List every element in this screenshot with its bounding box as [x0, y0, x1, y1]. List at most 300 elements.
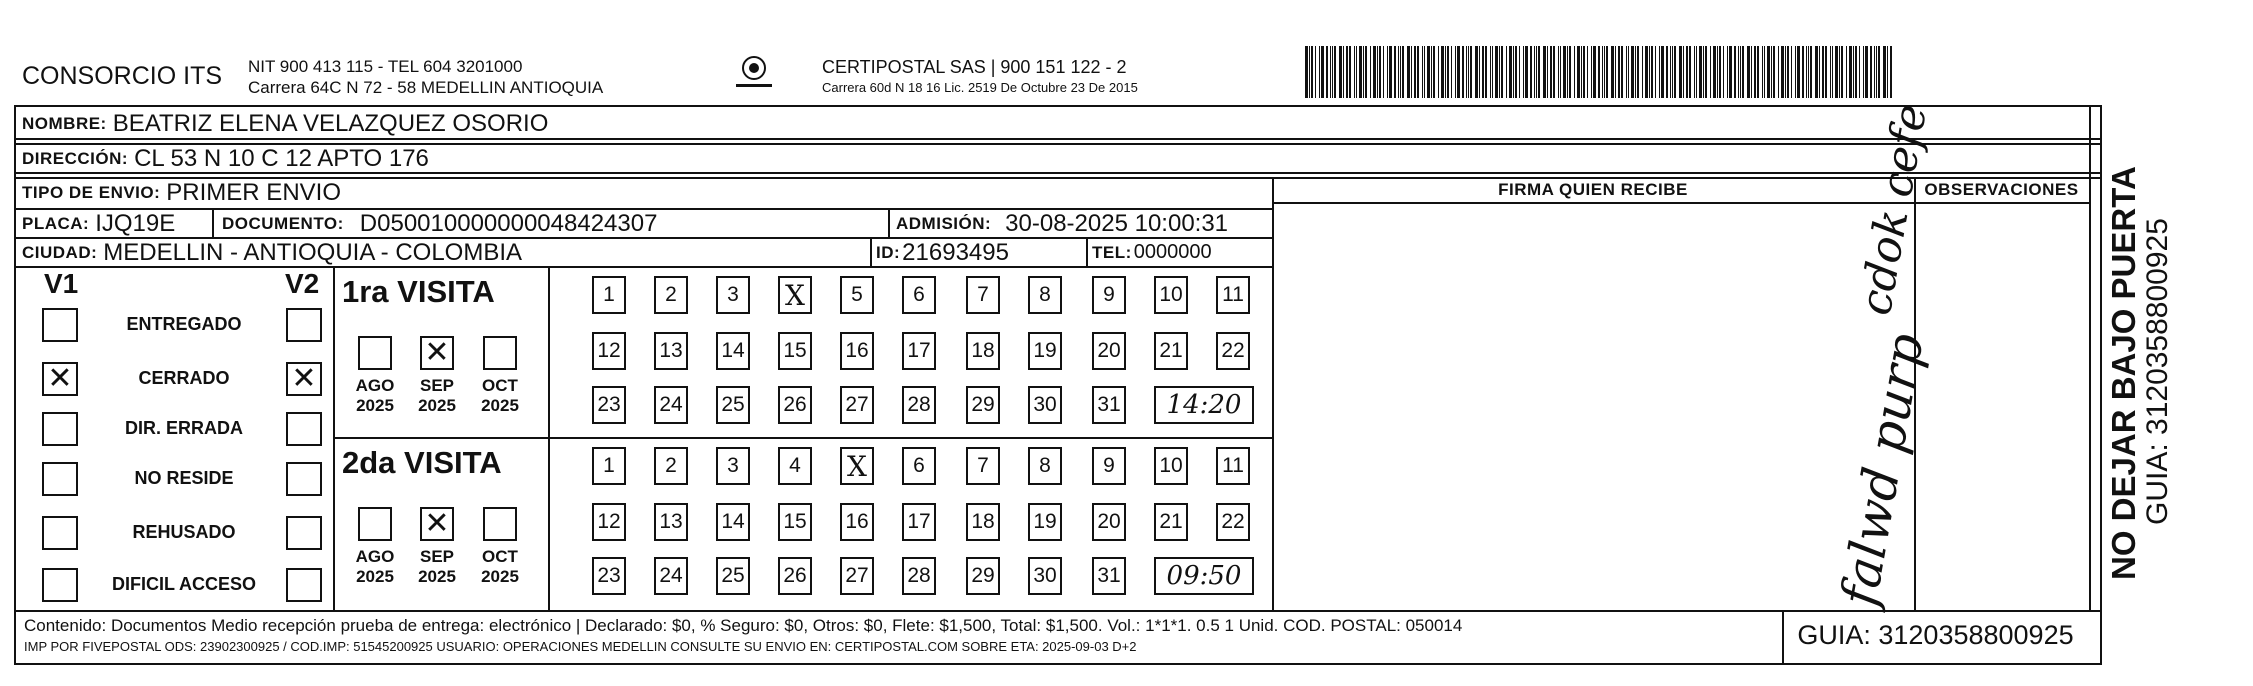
send-type-row: [22, 179, 341, 207]
tel-label: TEL:: [1092, 242, 1132, 262]
month-name: AGO: [355, 376, 395, 395]
observations-header: OBSERVACIONES: [1924, 180, 2079, 199]
barcode-bar: [1802, 46, 1804, 98]
barcode-bar: [1321, 46, 1324, 98]
barcode-bar: [1841, 46, 1843, 98]
barcode-bar: [1683, 46, 1684, 98]
day-box[interactable]: 16: [840, 332, 874, 370]
month-year: 2025: [418, 567, 456, 586]
day-box[interactable]: 15: [778, 503, 812, 541]
barcode-bar: [1363, 46, 1364, 98]
barcode-bar: [1499, 46, 1500, 98]
day-box[interactable]: 7: [966, 276, 1000, 314]
barcode-bar: [1373, 46, 1376, 98]
barcode-bar: [1354, 46, 1355, 98]
month-checkbox[interactable]: [483, 507, 517, 541]
v2-checkbox[interactable]: [286, 308, 322, 342]
no-dejar-warning: NO DEJAR BAJO PUERTA: [2105, 166, 2142, 580]
barcode-bar: [1717, 46, 1718, 98]
barcode-bar: [1525, 46, 1528, 98]
barcode-bar: [1332, 46, 1333, 98]
barcode-bar: [1615, 46, 1616, 98]
barcode-bar: [1501, 46, 1503, 98]
day-box[interactable]: 9: [1092, 447, 1126, 485]
month-name: AGO: [355, 547, 395, 566]
barcode-bar: [1631, 46, 1634, 98]
barcode-bar: [1417, 46, 1419, 98]
visit-time[interactable]: 09:50: [1154, 557, 1254, 595]
barcode-bar: [1506, 46, 1507, 98]
day-box[interactable]: 6: [902, 447, 936, 485]
day-box[interactable]: 25: [716, 557, 750, 595]
day-box[interactable]: 30: [1028, 386, 1062, 424]
day-box[interactable]: 26: [778, 557, 812, 595]
day-box[interactable]: 8: [1028, 447, 1062, 485]
barcode-bar: [1771, 46, 1772, 98]
barcode-bar: [1523, 46, 1524, 98]
v1-checkbox[interactable]: ✕: [42, 362, 78, 396]
barcode-bar: [1538, 46, 1540, 98]
day-box[interactable]: 19: [1028, 503, 1062, 541]
carrier-address: Carrera 60d N 18 16 Lic. 2519 De Octubre 23 De 2015: [822, 80, 1138, 95]
barcode-bar: [1462, 46, 1464, 98]
barcode-bar: [1431, 46, 1432, 98]
signature-header: FIRMA QUIEN RECIBE: [1498, 180, 1688, 199]
barcode-bar: [1574, 46, 1575, 98]
barcode-bar: [1319, 46, 1320, 98]
status-label: ENTREGADO: [126, 314, 242, 334]
barcode-bar: [1475, 46, 1478, 98]
status-label: CERRADO: [138, 368, 230, 388]
barcode-bar: [1839, 46, 1840, 98]
day-box[interactable]: 12: [592, 503, 626, 541]
barcode-bar: [1534, 46, 1535, 98]
barcode: [1305, 46, 1897, 98]
barcode-bar: [1383, 46, 1384, 98]
day-box[interactable]: 8: [1028, 276, 1062, 314]
barcode-bar: [1611, 46, 1614, 98]
day-box[interactable]: 1: [592, 276, 626, 314]
barcode-bar: [1674, 46, 1676, 98]
barcode-bar: [1427, 46, 1430, 98]
admission: 30-08-2025 10:00:31: [1005, 210, 1229, 237]
day-box[interactable]: 10: [1154, 276, 1188, 314]
barcode-bar: [1689, 46, 1691, 98]
id-label: ID:: [876, 243, 901, 262]
barcode-bar: [1705, 46, 1707, 98]
day-box[interactable]: 20: [1092, 332, 1126, 370]
barcode-bar: [1808, 46, 1809, 98]
barcode-bar: [1855, 46, 1857, 98]
barcode-bar: [1757, 46, 1759, 98]
day-box[interactable]: 31: [1092, 386, 1126, 424]
v1-checkbox[interactable]: [42, 462, 78, 496]
barcode-bar: [1655, 46, 1656, 98]
observation-note-top: cdok cefe: [1850, 100, 1938, 319]
v2-checkbox[interactable]: [286, 462, 322, 496]
month-label: [348, 376, 402, 416]
barcode-bar: [1315, 46, 1316, 98]
city-label: CIUDAD:: [22, 243, 98, 262]
barcode-bar: [1598, 46, 1600, 98]
day-box[interactable]: 10: [1154, 447, 1188, 485]
barcode-bar: [1887, 46, 1888, 98]
barcode-bar: [1485, 46, 1487, 98]
day-box[interactable]: 18: [966, 503, 1000, 541]
barcode-bar: [1773, 46, 1775, 98]
barcode-bar: [1883, 46, 1886, 98]
barcode-bar: [1734, 46, 1736, 98]
day-box[interactable]: 17: [902, 332, 936, 370]
city-cell: [22, 239, 522, 267]
barcode-bar: [1679, 46, 1682, 98]
footer-guide-number: GUIA: 3120358800925: [1797, 620, 2074, 650]
barcode-bar: [1699, 46, 1702, 98]
barcode-bar: [1530, 46, 1532, 98]
barcode-bar: [1311, 46, 1313, 98]
barcode-bar: [1567, 46, 1568, 98]
barcode-bar: [1536, 46, 1537, 98]
status-label: DIR. ERRADA: [124, 418, 243, 438]
day-box[interactable]: 11: [1216, 276, 1250, 314]
barcode-bar: [1849, 46, 1852, 98]
day-box[interactable]: 22: [1216, 332, 1250, 370]
barcode-bar: [1764, 46, 1765, 98]
day-box[interactable]: 29: [966, 557, 1000, 595]
barcode-bar: [1767, 46, 1770, 98]
day-box[interactable]: 12: [592, 332, 626, 370]
day-box[interactable]: 23: [592, 557, 626, 595]
barcode-bar: [1830, 46, 1831, 98]
barcode-bar: [1563, 46, 1566, 98]
barcode-bar: [1628, 46, 1629, 98]
v2-checkbox[interactable]: [286, 516, 322, 550]
v2-checkbox[interactable]: [286, 412, 322, 446]
month-name: SEP: [419, 547, 455, 566]
month-checkbox[interactable]: ✕: [420, 336, 454, 370]
month-year: 2025: [481, 396, 519, 415]
barcode-bar: [1309, 46, 1310, 98]
barcode-bar: [1642, 46, 1643, 98]
day-box[interactable]: 26: [778, 386, 812, 424]
recipient-name: BEATRIZ ELENA VELAZQUEZ OSORIO: [112, 110, 549, 137]
recipient-address: CL 53 N 10 C 12 APTO 176: [134, 145, 429, 172]
day-box[interactable]: 2: [654, 447, 688, 485]
footer-content: Contenido: Documentos Medio recepción prueba de entrega: electrónico | Declarado: $0, % Seguro: $0, Otros: $0, Flete: $1,500, Total: $1,500. Vol.: 1*1*1. 0.5 1 Unid. COD. POSTAL: 050014: [24, 616, 1463, 635]
barcode-bar: [1785, 46, 1786, 98]
month-label: [473, 376, 527, 416]
footer-imp: IMP POR FIVEPOSTAL ODS: 23902300925 / COD.IMP: 51545200925 USUARIO: OPERACIONES MEDELLIN CONSULTE SU ENVIO EN: CERTIPOSTAL.COM SOBRE ETA: 2025-09-03 D+2: [24, 639, 1137, 654]
barcode-bar: [1686, 46, 1688, 98]
barcode-bar: [1490, 46, 1491, 98]
company-name: CONSORCIO ITS: [22, 62, 223, 90]
barcode-bar: [1593, 46, 1596, 98]
barcode-bar: [1569, 46, 1571, 98]
name-label: NOMBRE:: [22, 114, 107, 133]
barcode-bar: [1778, 46, 1779, 98]
barcode-bar: [1389, 46, 1392, 98]
day-box[interactable]: 27: [840, 386, 874, 424]
barcode-bar: [1326, 46, 1328, 98]
barcode-bar: [1649, 46, 1650, 98]
barcode-bar: [1694, 46, 1695, 98]
barcode-bar: [1626, 46, 1627, 98]
month-label: [410, 547, 464, 587]
v1-checkbox[interactable]: [42, 308, 78, 342]
day-box[interactable]: 13: [654, 503, 688, 541]
month-name: OCT: [482, 547, 518, 566]
barcode-bar: [1553, 46, 1555, 98]
barcode-bar: [1742, 46, 1744, 98]
day-box[interactable]: 3: [716, 276, 750, 314]
v1-checkbox[interactable]: [42, 516, 78, 550]
document-label: DOCUMENTO:: [222, 214, 344, 233]
barcode-bar: [1509, 46, 1512, 98]
barcode-bar: [1402, 46, 1404, 98]
status-label: DIFICIL ACCESO: [111, 574, 256, 594]
barcode-bar: [1441, 46, 1444, 98]
day-box-marked[interactable]: X: [840, 447, 874, 485]
barcode-bar: [1740, 46, 1741, 98]
barcode-bar: [1379, 46, 1381, 98]
month-year: 2025: [356, 567, 394, 586]
day-box[interactable]: 22: [1216, 503, 1250, 541]
id-cell: [876, 239, 1009, 267]
day-box[interactable]: 7: [966, 447, 1000, 485]
v2-checkbox[interactable]: [286, 568, 322, 602]
barcode-bar: [1558, 46, 1559, 98]
day-box[interactable]: 27: [840, 557, 874, 595]
barcode-bar: [1482, 46, 1484, 98]
month-checkbox[interactable]: ✕: [420, 507, 454, 541]
barcode-bar: [1394, 46, 1396, 98]
barcode-bar: [1835, 46, 1838, 98]
day-box[interactable]: 29: [966, 386, 1000, 424]
day-box[interactable]: 9: [1092, 276, 1126, 314]
day-box[interactable]: 18: [966, 332, 1000, 370]
day-box[interactable]: 24: [654, 386, 688, 424]
month-checkbox[interactable]: [358, 507, 392, 541]
carrier-logo: [730, 54, 778, 94]
barcode-bar: [1466, 46, 1467, 98]
day-box[interactable]: 17: [902, 503, 936, 541]
barcode-bar: [1846, 46, 1847, 98]
v1-checkbox[interactable]: [42, 568, 78, 602]
day-box[interactable]: 6: [902, 276, 936, 314]
barcode-bar: [1651, 46, 1653, 98]
id: 21693495: [902, 239, 1009, 266]
barcode-bar: [1560, 46, 1561, 98]
barcode-bar: [1550, 46, 1552, 98]
barcode-bar: [1414, 46, 1416, 98]
barcode-bar: [1621, 46, 1623, 98]
day-box-marked[interactable]: X: [778, 276, 812, 314]
barcode-bar: [1543, 46, 1546, 98]
barcode-bar: [1330, 46, 1331, 98]
barcode-bar: [1470, 46, 1472, 98]
barcode-bar: [1729, 46, 1732, 98]
barcode-bar: [1723, 46, 1724, 98]
barcode-bar: [1874, 46, 1875, 98]
v1-header: V1: [44, 268, 79, 299]
day-box[interactable]: 23: [592, 386, 626, 424]
document: D050010000000048424307: [359, 210, 658, 237]
barcode-bar: [1670, 46, 1671, 98]
barcode-bar: [1795, 46, 1796, 98]
day-box[interactable]: 19: [1028, 332, 1062, 370]
barcode-bar: [1878, 46, 1880, 98]
tel-cell: [1092, 241, 1212, 264]
barcode-bar: [1890, 46, 1892, 98]
day-box[interactable]: 15: [778, 332, 812, 370]
address-row: [22, 145, 429, 173]
barcode-bar: [1825, 46, 1827, 98]
day-box[interactable]: 30: [1028, 557, 1062, 595]
day-box[interactable]: 20: [1092, 503, 1126, 541]
barcode-bar: [1479, 46, 1480, 98]
visit-time[interactable]: 14:20: [1154, 386, 1254, 424]
barcode-bar: [1754, 46, 1756, 98]
barcode-bar: [1577, 46, 1580, 98]
barcode-bar: [1747, 46, 1750, 98]
barcode-bar: [1659, 46, 1660, 98]
barcode-bar: [1810, 46, 1812, 98]
side-text: [2106, 120, 2174, 580]
barcode-bar: [1738, 46, 1739, 98]
month-label: [348, 547, 402, 587]
barcode-bar: [1377, 46, 1378, 98]
day-box[interactable]: 21: [1154, 332, 1188, 370]
barcode-bar: [1346, 46, 1348, 98]
visit-title: 2da VISITA: [342, 445, 502, 480]
day-box[interactable]: 25: [716, 386, 750, 424]
barcode-bar: [1343, 46, 1344, 98]
barcode-bar: [1865, 46, 1868, 98]
day-box[interactable]: 31: [1092, 557, 1126, 595]
day-box[interactable]: 14: [716, 332, 750, 370]
barcode-bar: [1587, 46, 1588, 98]
barcode-bar: [1447, 46, 1449, 98]
day-box[interactable]: 21: [1154, 503, 1188, 541]
barcode-bar: [1495, 46, 1498, 98]
month-label: [473, 547, 527, 587]
barcode-bar: [1604, 46, 1605, 98]
barcode-bar: [1433, 46, 1435, 98]
barcode-bar: [1591, 46, 1592, 98]
day-box[interactable]: 28: [902, 557, 936, 595]
day-box[interactable]: 14: [716, 503, 750, 541]
barcode-bar: [1349, 46, 1351, 98]
barcode-bar: [1468, 46, 1469, 98]
month-checkbox[interactable]: [358, 336, 392, 370]
day-box[interactable]: 16: [840, 503, 874, 541]
month-checkbox[interactable]: [483, 336, 517, 370]
document-cell: [222, 210, 657, 238]
admission-cell: [896, 210, 1228, 238]
barcode-bar: [1515, 46, 1517, 98]
barcode-bar: [1870, 46, 1872, 98]
barcode-bar: [1438, 46, 1439, 98]
v1-checkbox[interactable]: [42, 412, 78, 446]
barcode-bar: [1581, 46, 1582, 98]
day-box[interactable]: 5: [840, 276, 874, 314]
barcode-bar: [1787, 46, 1789, 98]
day-box[interactable]: 28: [902, 386, 936, 424]
company-nit: NIT 900 413 115 - TEL 604 3201000: [248, 57, 523, 76]
barcode-bar: [1635, 46, 1636, 98]
barcode-bar: [1806, 46, 1807, 98]
day-box[interactable]: 24: [654, 557, 688, 595]
barcode-bar: [1710, 46, 1711, 98]
barcode-bar: [1819, 46, 1820, 98]
barcode-bar: [1339, 46, 1342, 98]
barcode-bar: [1645, 46, 1648, 98]
city: MEDELLIN - ANTIOQUIA - COLOMBIA: [103, 239, 523, 266]
barcode-bar: [1424, 46, 1425, 98]
barcode-bar: [1457, 46, 1460, 98]
barcode-bar: [1863, 46, 1864, 98]
barcode-bar: [1859, 46, 1860, 98]
barcode-bar: [1356, 46, 1357, 98]
day-box[interactable]: 3: [716, 447, 750, 485]
barcode-bar: [1583, 46, 1585, 98]
barcode-bar: [1696, 46, 1697, 98]
barcode-bar: [1451, 46, 1452, 98]
day-box[interactable]: 13: [654, 332, 688, 370]
day-box[interactable]: 2: [654, 276, 688, 314]
month-year: 2025: [418, 396, 456, 415]
carrier-name: CERTIPOSTAL SAS | 900 151 122 - 2: [822, 57, 1127, 77]
v2-header: V2: [285, 268, 320, 299]
barcode-bar: [1513, 46, 1514, 98]
barcode-bar: [1781, 46, 1784, 98]
barcode-bar: [1637, 46, 1639, 98]
month-year: 2025: [481, 567, 519, 586]
barcode-bar: [1422, 46, 1423, 98]
barcode-bar: [1407, 46, 1410, 98]
barcode-bar: [1876, 46, 1877, 98]
tel: 0000000: [1133, 241, 1212, 263]
address-label: DIRECCIÓN:: [22, 149, 129, 168]
name-row: [22, 110, 548, 138]
send-type-label: TIPO DE ENVIO:: [22, 183, 161, 202]
plate-cell: [22, 210, 175, 238]
day-box[interactable]: 11: [1216, 447, 1250, 485]
barcode-bar: [1492, 46, 1493, 98]
barcode-bar: [1455, 46, 1456, 98]
barcode-bar: [1791, 46, 1792, 98]
barcode-bar: [1334, 46, 1336, 98]
day-box[interactable]: 4: [778, 447, 812, 485]
barcode-bar: [1666, 46, 1668, 98]
barcode-bar: [1387, 46, 1388, 98]
barcode-bar: [1602, 46, 1603, 98]
observation-note-bottom: falwd purp: [1830, 329, 1935, 611]
barcode-bar: [1719, 46, 1721, 98]
barcode-bar: [1832, 46, 1833, 98]
month-name: OCT: [482, 376, 518, 395]
barcode-bar: [1713, 46, 1716, 98]
barcode-bar: [1445, 46, 1446, 98]
barcode-bar: [1365, 46, 1367, 98]
day-box[interactable]: 1: [592, 447, 626, 485]
barcode-bar: [1618, 46, 1620, 98]
barcode-bar: [1815, 46, 1818, 98]
barcode-bar: [1370, 46, 1371, 98]
plate: IJQ19E: [95, 210, 176, 237]
barcode-bar: [1751, 46, 1752, 98]
v2-checkbox[interactable]: ✕: [286, 362, 322, 396]
